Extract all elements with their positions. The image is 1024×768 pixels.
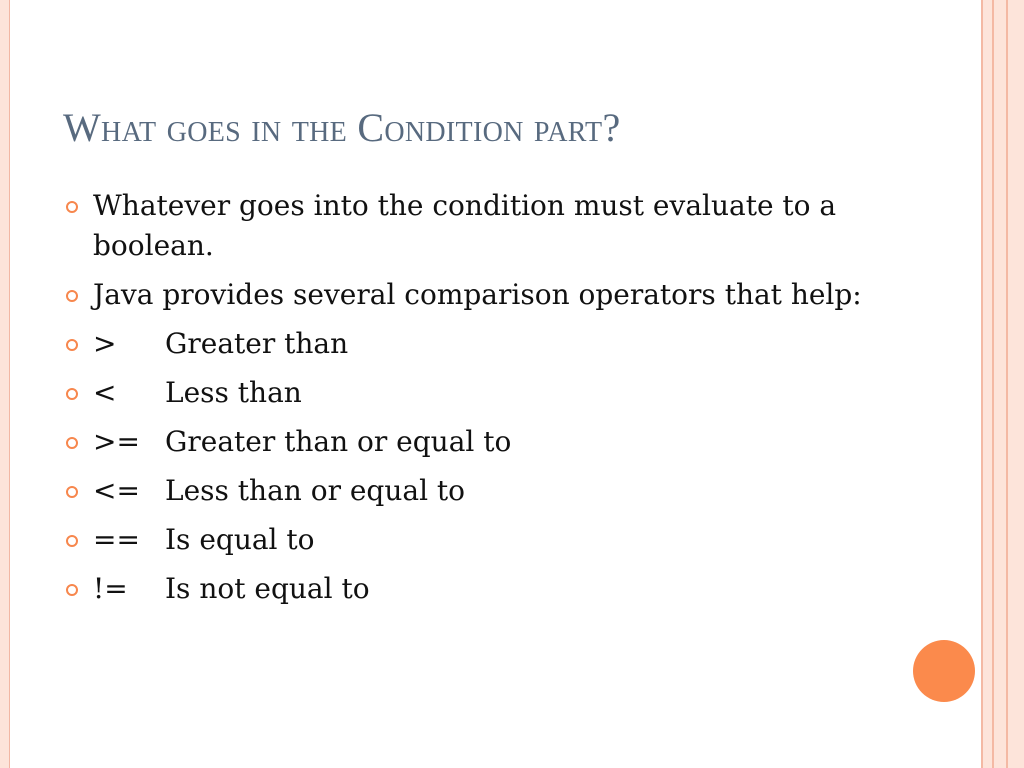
bullet-text: Java provides several comparison operators that help: <box>93 278 862 311</box>
operator-meaning: Greater than <box>165 327 349 360</box>
bullet-list <box>66 186 866 618</box>
operator-symbol: < <box>93 376 117 409</box>
list-item-operator <box>66 471 866 511</box>
list-item-operator <box>66 373 866 413</box>
operator-symbol: > <box>93 327 117 360</box>
operator-symbol: == <box>93 523 140 556</box>
operator-meaning: Less than <box>165 376 302 409</box>
bullet-ring-icon <box>66 201 78 213</box>
left-border-decoration <box>0 0 9 768</box>
operator-symbol: <= <box>93 474 140 507</box>
list-item-operator <box>66 422 866 462</box>
bullet-ring-icon <box>66 584 78 596</box>
slide-title: What goes in the Condition part? <box>63 105 621 150</box>
list-item-operator <box>66 324 866 364</box>
operator-symbol: != <box>93 572 128 605</box>
list-item <box>66 275 866 315</box>
bullet-ring-icon <box>66 486 78 498</box>
list-item-operator <box>66 569 866 609</box>
left-border-line <box>9 0 10 768</box>
bullet-ring-icon <box>66 535 78 547</box>
operator-meaning: Is not equal to <box>165 572 370 605</box>
bullet-ring-icon <box>66 437 78 449</box>
list-item-operator <box>66 520 866 560</box>
orange-circle-decoration <box>913 640 975 702</box>
bullet-ring-icon <box>66 339 78 351</box>
operator-meaning: Greater than or equal to <box>165 425 512 458</box>
bullet-text: Whatever goes into the condition must evaluate to a boolean. <box>93 189 837 262</box>
bullet-ring-icon <box>66 388 78 400</box>
bullet-ring-icon <box>66 290 78 302</box>
operator-meaning: Less than or equal to <box>165 474 466 507</box>
operator-meaning: Is equal to <box>165 523 315 556</box>
operator-symbol: >= <box>93 425 140 458</box>
list-item <box>66 186 866 266</box>
right-stripe-decoration <box>978 0 1024 768</box>
